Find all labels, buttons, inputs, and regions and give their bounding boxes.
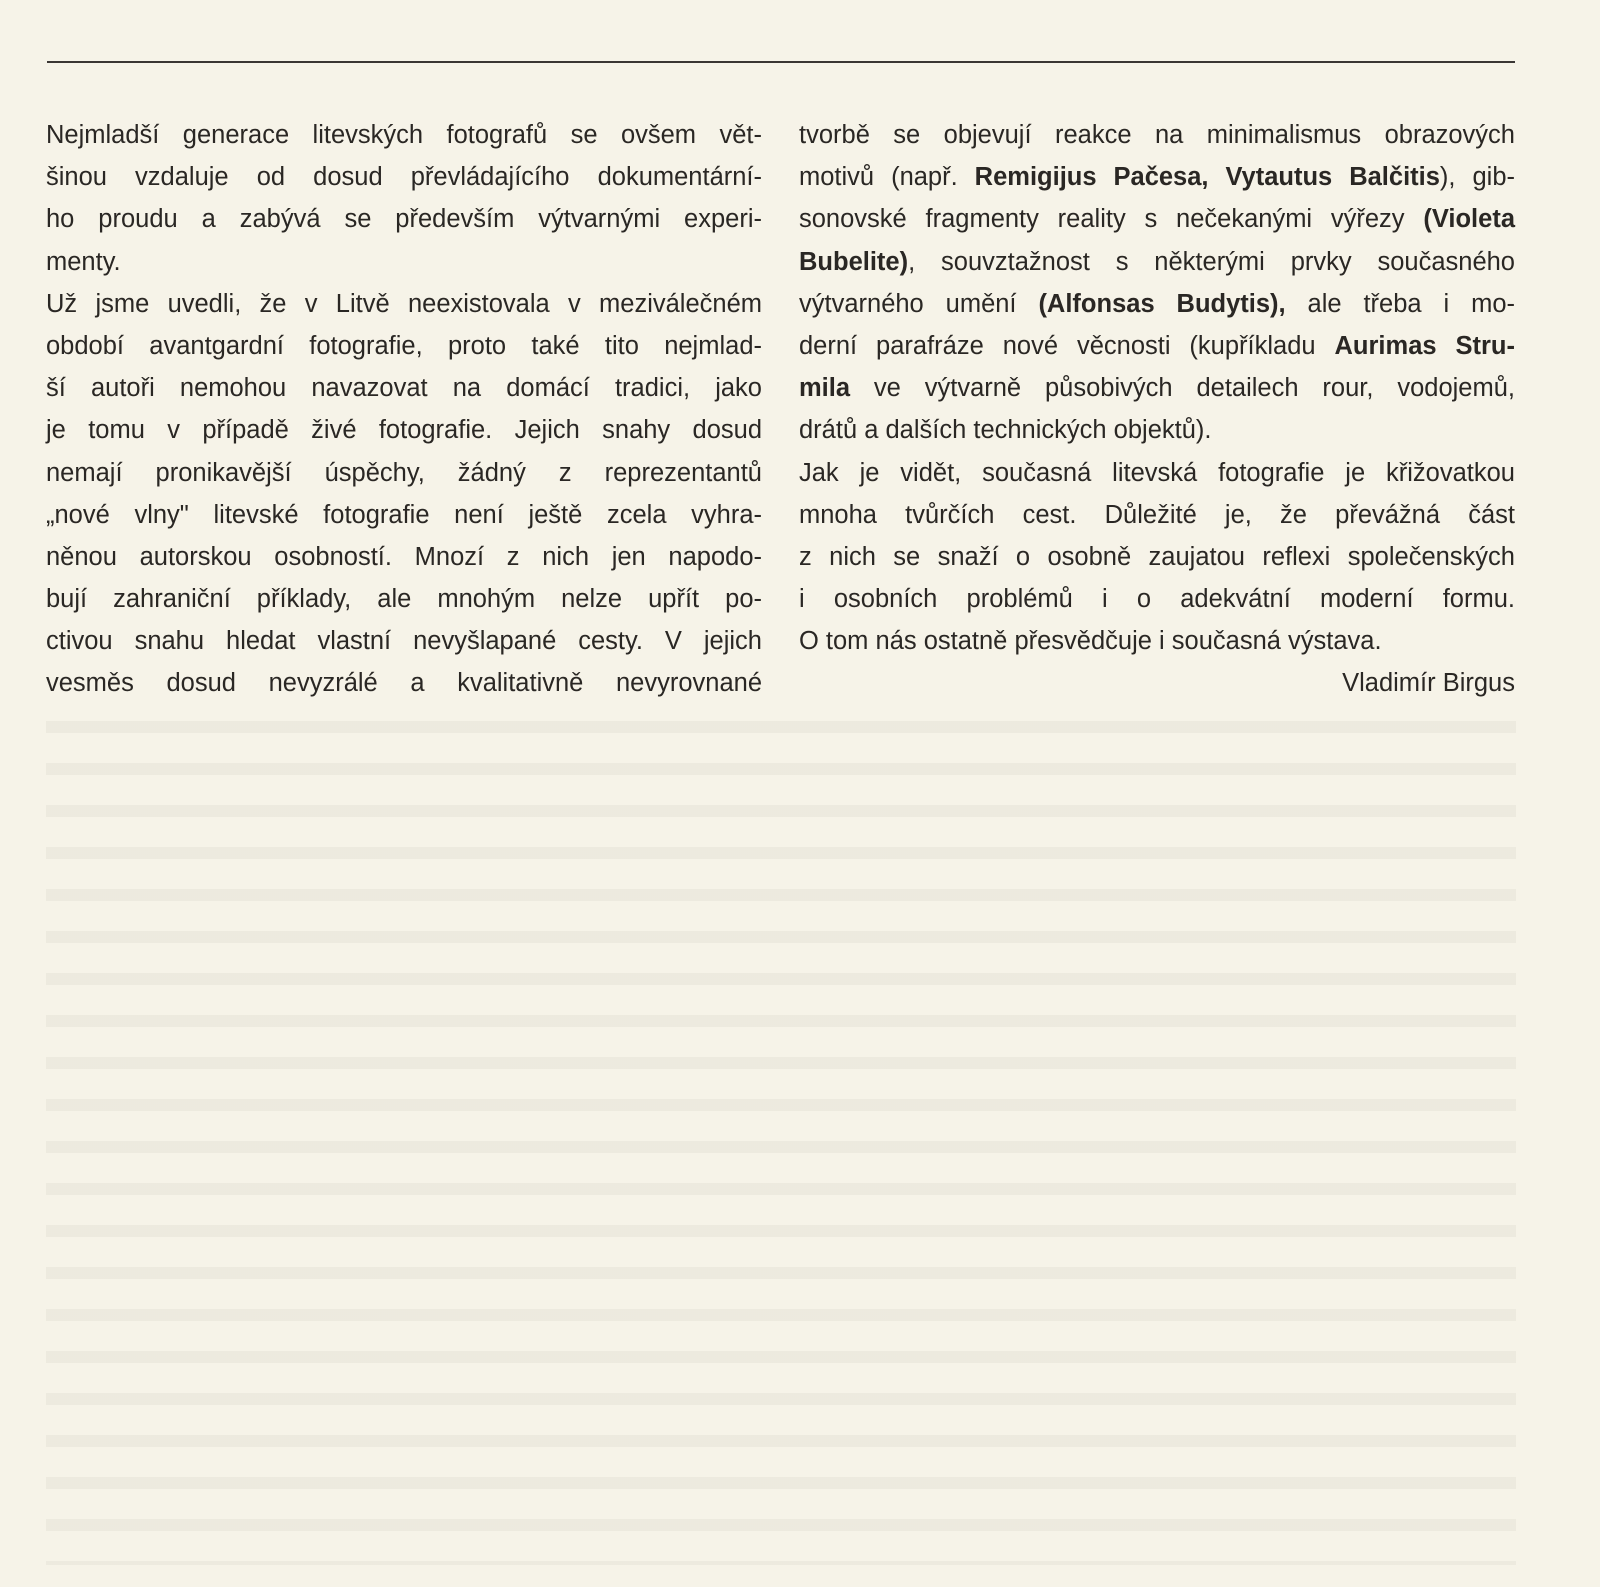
text-line — [799, 367, 1515, 409]
text-segment: ho proudu a zabývá se především výtvarnými experi- — [46, 205, 762, 234]
text-segment: šinou vzdaluje od dosud převládajícího dokumentární- — [46, 163, 762, 192]
author-signature — [799, 662, 1515, 704]
text-line — [46, 241, 762, 283]
text-line — [46, 578, 762, 620]
text-segment: „nové vlny" litevské fotografie není ještě zcela vyhra- — [46, 500, 762, 529]
text-line — [799, 241, 1515, 283]
text-segment: O tom nás ostatně přesvědčuje i současná výstava. — [799, 627, 1382, 656]
text-segment: tvorbě se objevují reakce na minimalismus obrazových — [799, 121, 1515, 149]
text-segment: Jak je vidět, současná litevská fotografie je křižovatkou — [799, 458, 1515, 487]
text-segment: Už jsme uvedli, že v Litvě neexistovala v meziválečném — [46, 289, 762, 318]
text-line — [799, 536, 1515, 578]
text-segment: i osobních problémů i o adekvátní moderní formu. — [799, 585, 1515, 614]
text-segment: ctivou snahu hledat vlastní nevyšlapané cesty. V jejich — [46, 627, 762, 656]
bleed-through-texture — [46, 705, 1516, 1565]
text-segment: období avantgardní fotografie, proto také tito nejmlad- — [46, 331, 762, 360]
text-line — [46, 494, 762, 536]
bold-name: Remigijus Pačesa, Vytautus Balčitis — [974, 163, 1440, 192]
right-text-column — [799, 114, 1515, 705]
text-line — [46, 662, 762, 704]
text-line — [799, 325, 1515, 367]
text-line — [46, 409, 762, 451]
text-segment: Vladimír Birgus — [1342, 669, 1515, 698]
text-line — [46, 114, 762, 156]
text-segment: ve výtvarně působivých detailech rour, vodojemů, — [850, 374, 1515, 403]
text-segment: derní parafráze nové věcnosti (kupříkladu — [799, 331, 1335, 360]
text-line — [46, 325, 762, 367]
text-line — [799, 156, 1515, 198]
bold-name: mila — [799, 374, 851, 403]
text-line — [46, 198, 762, 240]
text-line — [799, 409, 1515, 451]
text-segment: něnou autorskou osobností. Mnozí z nich jen napodo- — [46, 542, 762, 571]
bold-name: Bubelite) — [799, 247, 909, 276]
text-segment: bují zahraniční příklady, ale mnohým nelze upřít po- — [46, 585, 762, 614]
bold-name: (Violeta — [1423, 205, 1515, 234]
text-line — [46, 156, 762, 198]
text-segment: ), gib- — [1439, 163, 1515, 192]
text-line — [799, 452, 1515, 494]
text-segment: Nejmladší generace litevských fotografů se ovšem vět- — [46, 121, 762, 149]
text-segment: vesměs dosud nevyzrálé a kvalitativně nevyrovnané — [46, 669, 762, 698]
text-line — [46, 283, 762, 325]
text-line — [46, 536, 762, 578]
text-segment: ší autoři nemohou navazovat na domácí tradici, jako — [46, 374, 762, 403]
header-rule — [47, 61, 1515, 63]
text-line — [46, 620, 762, 662]
text-line — [799, 114, 1515, 156]
text-segment: ale třeba i mo- — [1285, 289, 1515, 318]
bold-name: Aurimas Stru- — [1334, 331, 1515, 360]
text-line — [46, 452, 762, 494]
text-segment: mnoha tvůrčích cest. Důležité je, že převážná část — [799, 500, 1515, 529]
text-segment: nemají pronikavější úspěchy, žádný z reprezentantů — [46, 458, 762, 487]
text-segment: z nich se snaží o osobně zaujatou reflexi společenských — [799, 542, 1515, 571]
left-text-column — [46, 114, 762, 705]
text-segment: výtvarného umění — [799, 289, 1039, 318]
text-segment: sonovské fragmenty reality s nečekanými výřezy — [799, 205, 1424, 234]
bold-name: (Alfonsas Budytis), — [1038, 289, 1286, 318]
text-segment: je tomu v případě živé fotografie. Jejich snahy dosud — [46, 416, 762, 445]
text-segment: menty. — [46, 247, 121, 276]
text-line — [799, 578, 1515, 620]
text-line — [799, 198, 1515, 240]
text-line — [46, 367, 762, 409]
text-line — [799, 494, 1515, 536]
text-line — [799, 620, 1515, 662]
text-segment: motivů (např. — [799, 163, 975, 192]
text-segment: , souvztažnost s některými prvky současného — [908, 247, 1515, 276]
text-segment: drátů a dalších technických objektů). — [799, 416, 1212, 445]
text-line — [799, 283, 1515, 325]
